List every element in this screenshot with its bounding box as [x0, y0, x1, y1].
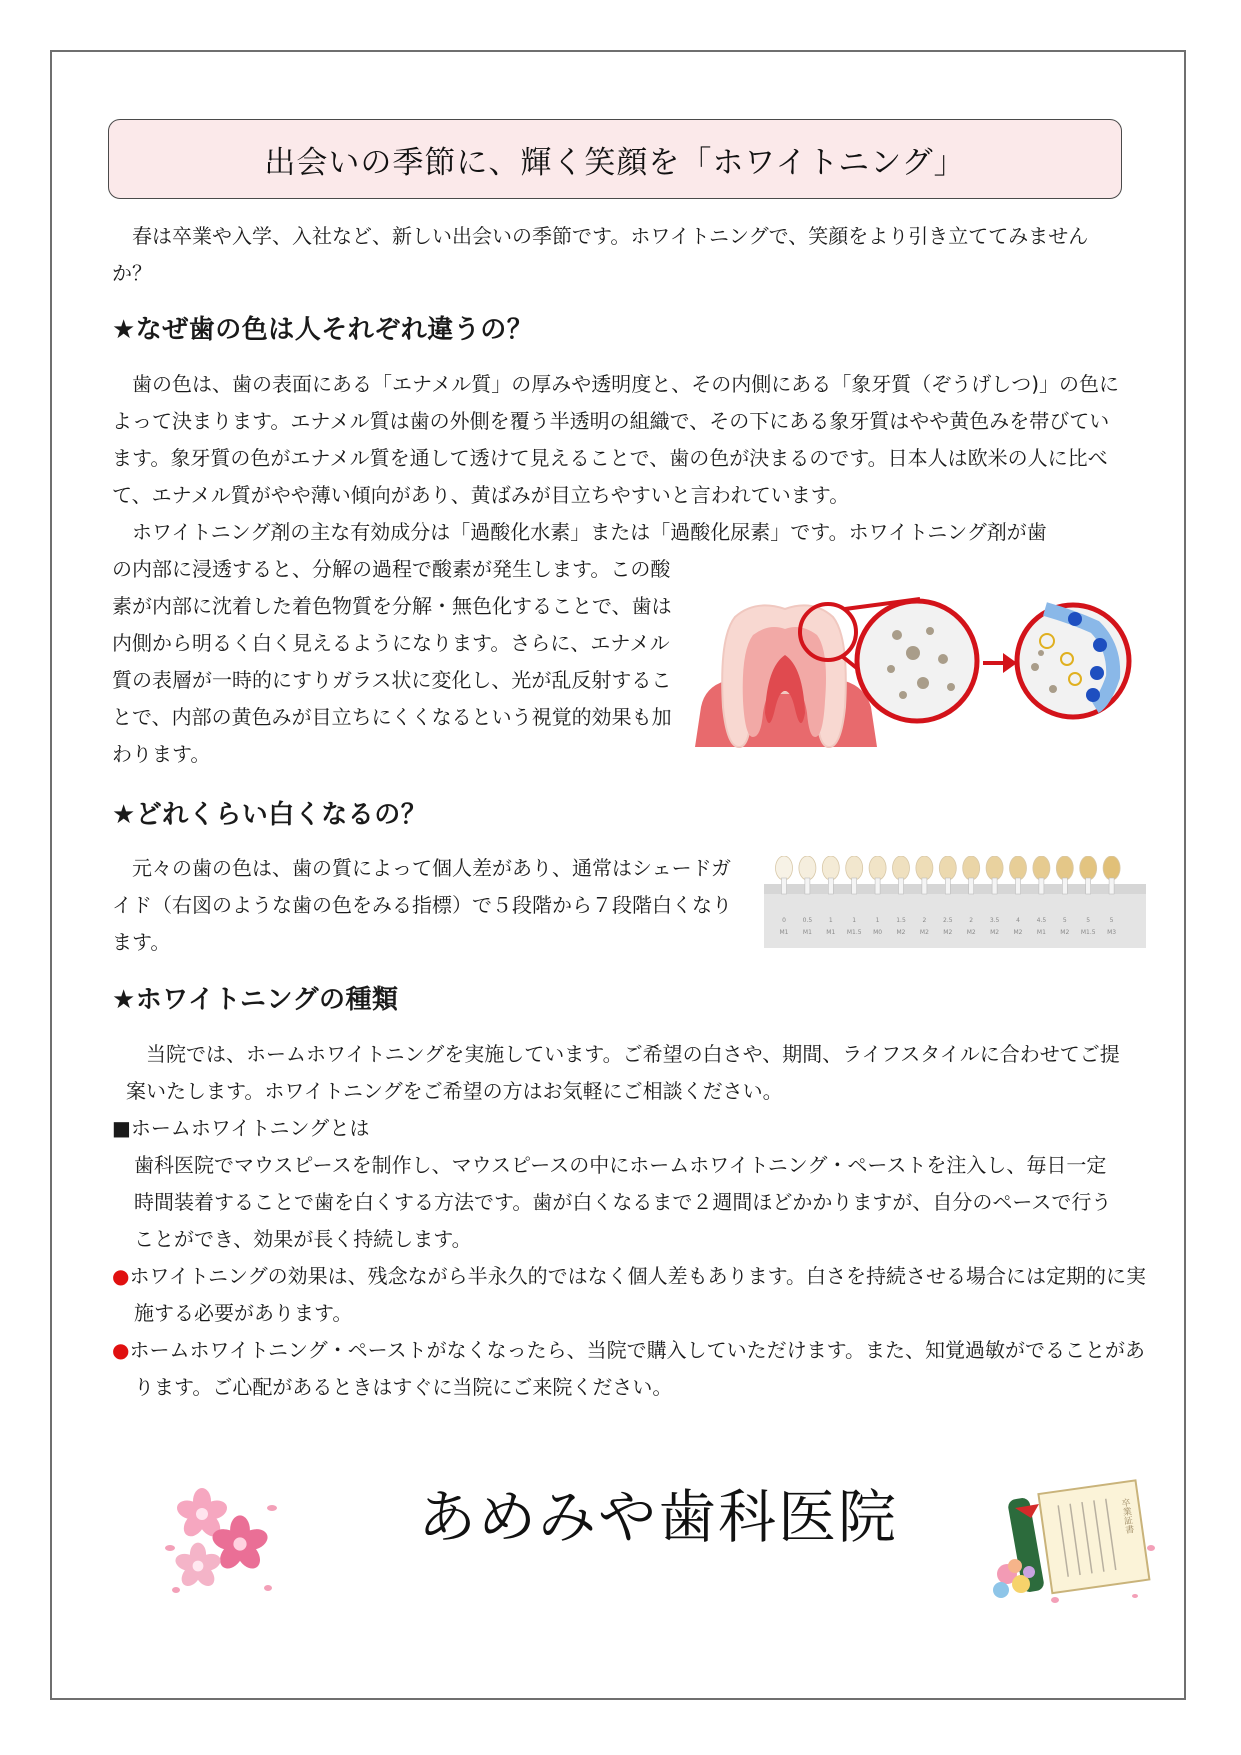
section-heading-types: ★ホワイトニングの種類	[112, 985, 399, 1015]
shade-tab-code: M2	[1013, 929, 1023, 936]
shade-tab-stem	[805, 878, 810, 894]
shade-tab-tooth	[1080, 856, 1097, 880]
shade-tab-stem	[782, 878, 787, 894]
cherry-blossom-illustration	[160, 1478, 288, 1606]
section-heading-how-white: ★どれくらい白くなるの？	[112, 800, 428, 830]
page-title: 出会いの季節に、輝く笑顔を「ホワイトニング」	[264, 144, 966, 181]
types-paragraph: 当院では、ホームホワイトニングを実施しています。ご希望の白さや、期間、ライフスタイルに合わせてご提案いたします。ホワイトニングをご希望の方はお気軽にご相談ください。	[126, 1042, 1120, 1103]
shade-tab-tooth	[869, 856, 886, 880]
diploma-illustration	[985, 1478, 1157, 1606]
shade-tab-code: M0	[873, 929, 883, 936]
shade-tab-code: M1.5	[1080, 929, 1096, 936]
shade-tab-value: 0	[782, 917, 786, 924]
shade-tab-tooth	[1010, 856, 1027, 880]
shade-tab-code: M2	[919, 929, 929, 936]
shade-tab-code: M2	[896, 929, 906, 936]
home-whitening-heading: ■ホームホワイトニングとは	[112, 1116, 370, 1140]
shade-tab-stem	[875, 878, 880, 894]
shade-paragraph: 元々の歯の色は、歯の質によって個人差があり、通常はシェードガイド（右図のような歯の色をみる指標）で５段階から７段階白くなります。	[112, 856, 732, 954]
shade-tab-code: M1	[802, 929, 812, 936]
shade-tab-tooth	[846, 856, 863, 880]
shade-tab-value: 4.5	[1036, 917, 1047, 924]
shade-tab-tooth	[963, 856, 980, 880]
shade-tab-tooth	[1103, 856, 1120, 880]
tooth-color-paragraph: 歯の色は、歯の表面にある「エナメル質」の厚みや透明度と、その内側にある「象牙質（ぞうげしつ)」の色によって決まります。エナメル質は歯の外側を覆う半透明の組織で、その下にある象牙質はやや黄色みを帯びています。象牙質の色がエナメル質を通して透けて見えることで、歯の色が決まるのです。日本人は欧米の人に比べて、エナメル質がやや薄い傾向があり、黄ばみが目立ちやすいと言われています。	[112, 372, 1120, 507]
shade-tab-value: 3.5	[989, 917, 1000, 924]
shade-tab-value: 1	[828, 917, 833, 924]
shade-tab-code: M2	[1060, 929, 1070, 936]
note-text-2: ホームホワイトニング・ペーストがなくなったら、当院で購入していただけます。また、知覚過敏がでることがあります。ご心配があるときはすぐに当院にご来院ください。	[129, 1338, 1146, 1399]
shade-tab-value: 2	[969, 917, 974, 924]
whitening-agent-paragraph-lead: ホワイトニング剤の主な有効成分は「過酸化水素」または「過酸化尿素」です。ホワイトニング剤が歯	[132, 520, 1047, 544]
shade-tab-value: 4	[1016, 917, 1020, 924]
shade-tab-stem	[1109, 878, 1114, 894]
magnified-stained-circle	[857, 601, 977, 721]
shade-tab-code: M1	[826, 929, 836, 936]
clinic-name: あめみや歯科医院	[418, 1483, 899, 1551]
shade-tab-stem	[1039, 878, 1044, 894]
note-text-1: ホワイトニングの効果は、残念ながら半永久的ではなく個人差もあります。白さを持続させる場合には定期的に実施する必要があります。	[129, 1264, 1147, 1325]
section-heading-why-color: ★なぜ歯の色は人それぞれ違うの？	[112, 315, 534, 345]
note-item-1	[112, 1258, 1148, 1332]
shade-tab-stem	[1016, 878, 1021, 894]
shade-tab-tooth	[939, 856, 956, 880]
shade-tab-stem	[1062, 878, 1067, 894]
shade-tab-stem	[1086, 878, 1091, 894]
shade-tab-value: 1.5	[896, 917, 906, 924]
shade-tab-tooth	[776, 856, 793, 880]
shade-tab-tooth	[1033, 856, 1050, 880]
shade-tab-value: 5	[1086, 917, 1091, 924]
shade-tab-value: 5	[1062, 917, 1067, 924]
shade-tab-tooth	[986, 856, 1003, 880]
shade-tab-tooth	[916, 856, 933, 880]
shade-tab-code: M2	[943, 929, 953, 936]
shade-tab-value: 1	[875, 917, 880, 924]
shade-tab-stem	[828, 878, 833, 894]
shade-tab-value: 5	[1109, 917, 1114, 924]
note-item-2	[112, 1332, 1148, 1406]
shade-tab-stem	[945, 878, 950, 894]
shade-guide-illustration	[764, 856, 1146, 948]
shade-tab-value: 2	[922, 917, 927, 924]
tooth-enamel-illustration	[695, 597, 1135, 755]
red-bullet-icon: ●	[112, 1338, 130, 1362]
home-whitening-paragraph: 歯科医院でマウスピースを制作し、マウスピースの中にホームホワイトニング・ペーストを注入し、毎日一定時間装着することで歯を白くする方法です。歯が白くなるまで２週間ほどかかりますが、自分のペースで行うことができ、効果が長く持続します。	[134, 1153, 1112, 1251]
shade-tab-stem	[852, 878, 857, 894]
shade-tab-value: 0.5	[802, 917, 813, 924]
red-bullet-icon: ●	[112, 1264, 130, 1288]
diploma-title: 卒業証書	[1118, 1497, 1134, 1535]
shade-tab-code: M1	[1036, 929, 1046, 936]
shade-tab-stem	[899, 878, 904, 894]
shade-tab-tooth	[893, 856, 910, 880]
shade-tab-value: 1	[852, 917, 857, 924]
intro-paragraph: 春は卒業や入学、入社など、新しい出会いの季節です。ホワイトニングで、笑顔をより引き立ててみませんか？	[112, 224, 1089, 285]
shade-tab-stem	[922, 878, 927, 894]
arrow-right-icon	[983, 653, 1017, 673]
shade-tab-code: M2	[990, 929, 1000, 936]
shade-tab-code: M1.5	[846, 929, 862, 936]
shade-tab-stem	[969, 878, 974, 894]
shade-tab-tooth	[799, 856, 816, 880]
shade-tab-tooth	[1056, 856, 1073, 880]
diploma-paper	[1038, 1480, 1149, 1593]
title-banner	[108, 119, 1122, 199]
blossom-flower-3	[173, 1543, 223, 1590]
shade-tab-code: M2	[966, 929, 976, 936]
shade-tab-value: 2.5	[943, 917, 953, 924]
shade-tab-tooth	[822, 856, 839, 880]
shade-tab-stem	[992, 878, 997, 894]
shade-tab-code: M1	[779, 929, 789, 936]
shade-tab-code: M3	[1107, 929, 1117, 936]
whitening-agent-paragraph: の内部に浸透すると、分解の過程で酸素が発生します。この酸素が内部に沈着した着色物質を分解・無色化することで、歯は内側から明るく白く見えるようになります。さらに、エナメル質の表層が一時的にすりガラス状に変化し、光が乱反射することで、内部の黄色みが目立ちにくくなるという視覚的効果も加わります。	[112, 557, 672, 766]
